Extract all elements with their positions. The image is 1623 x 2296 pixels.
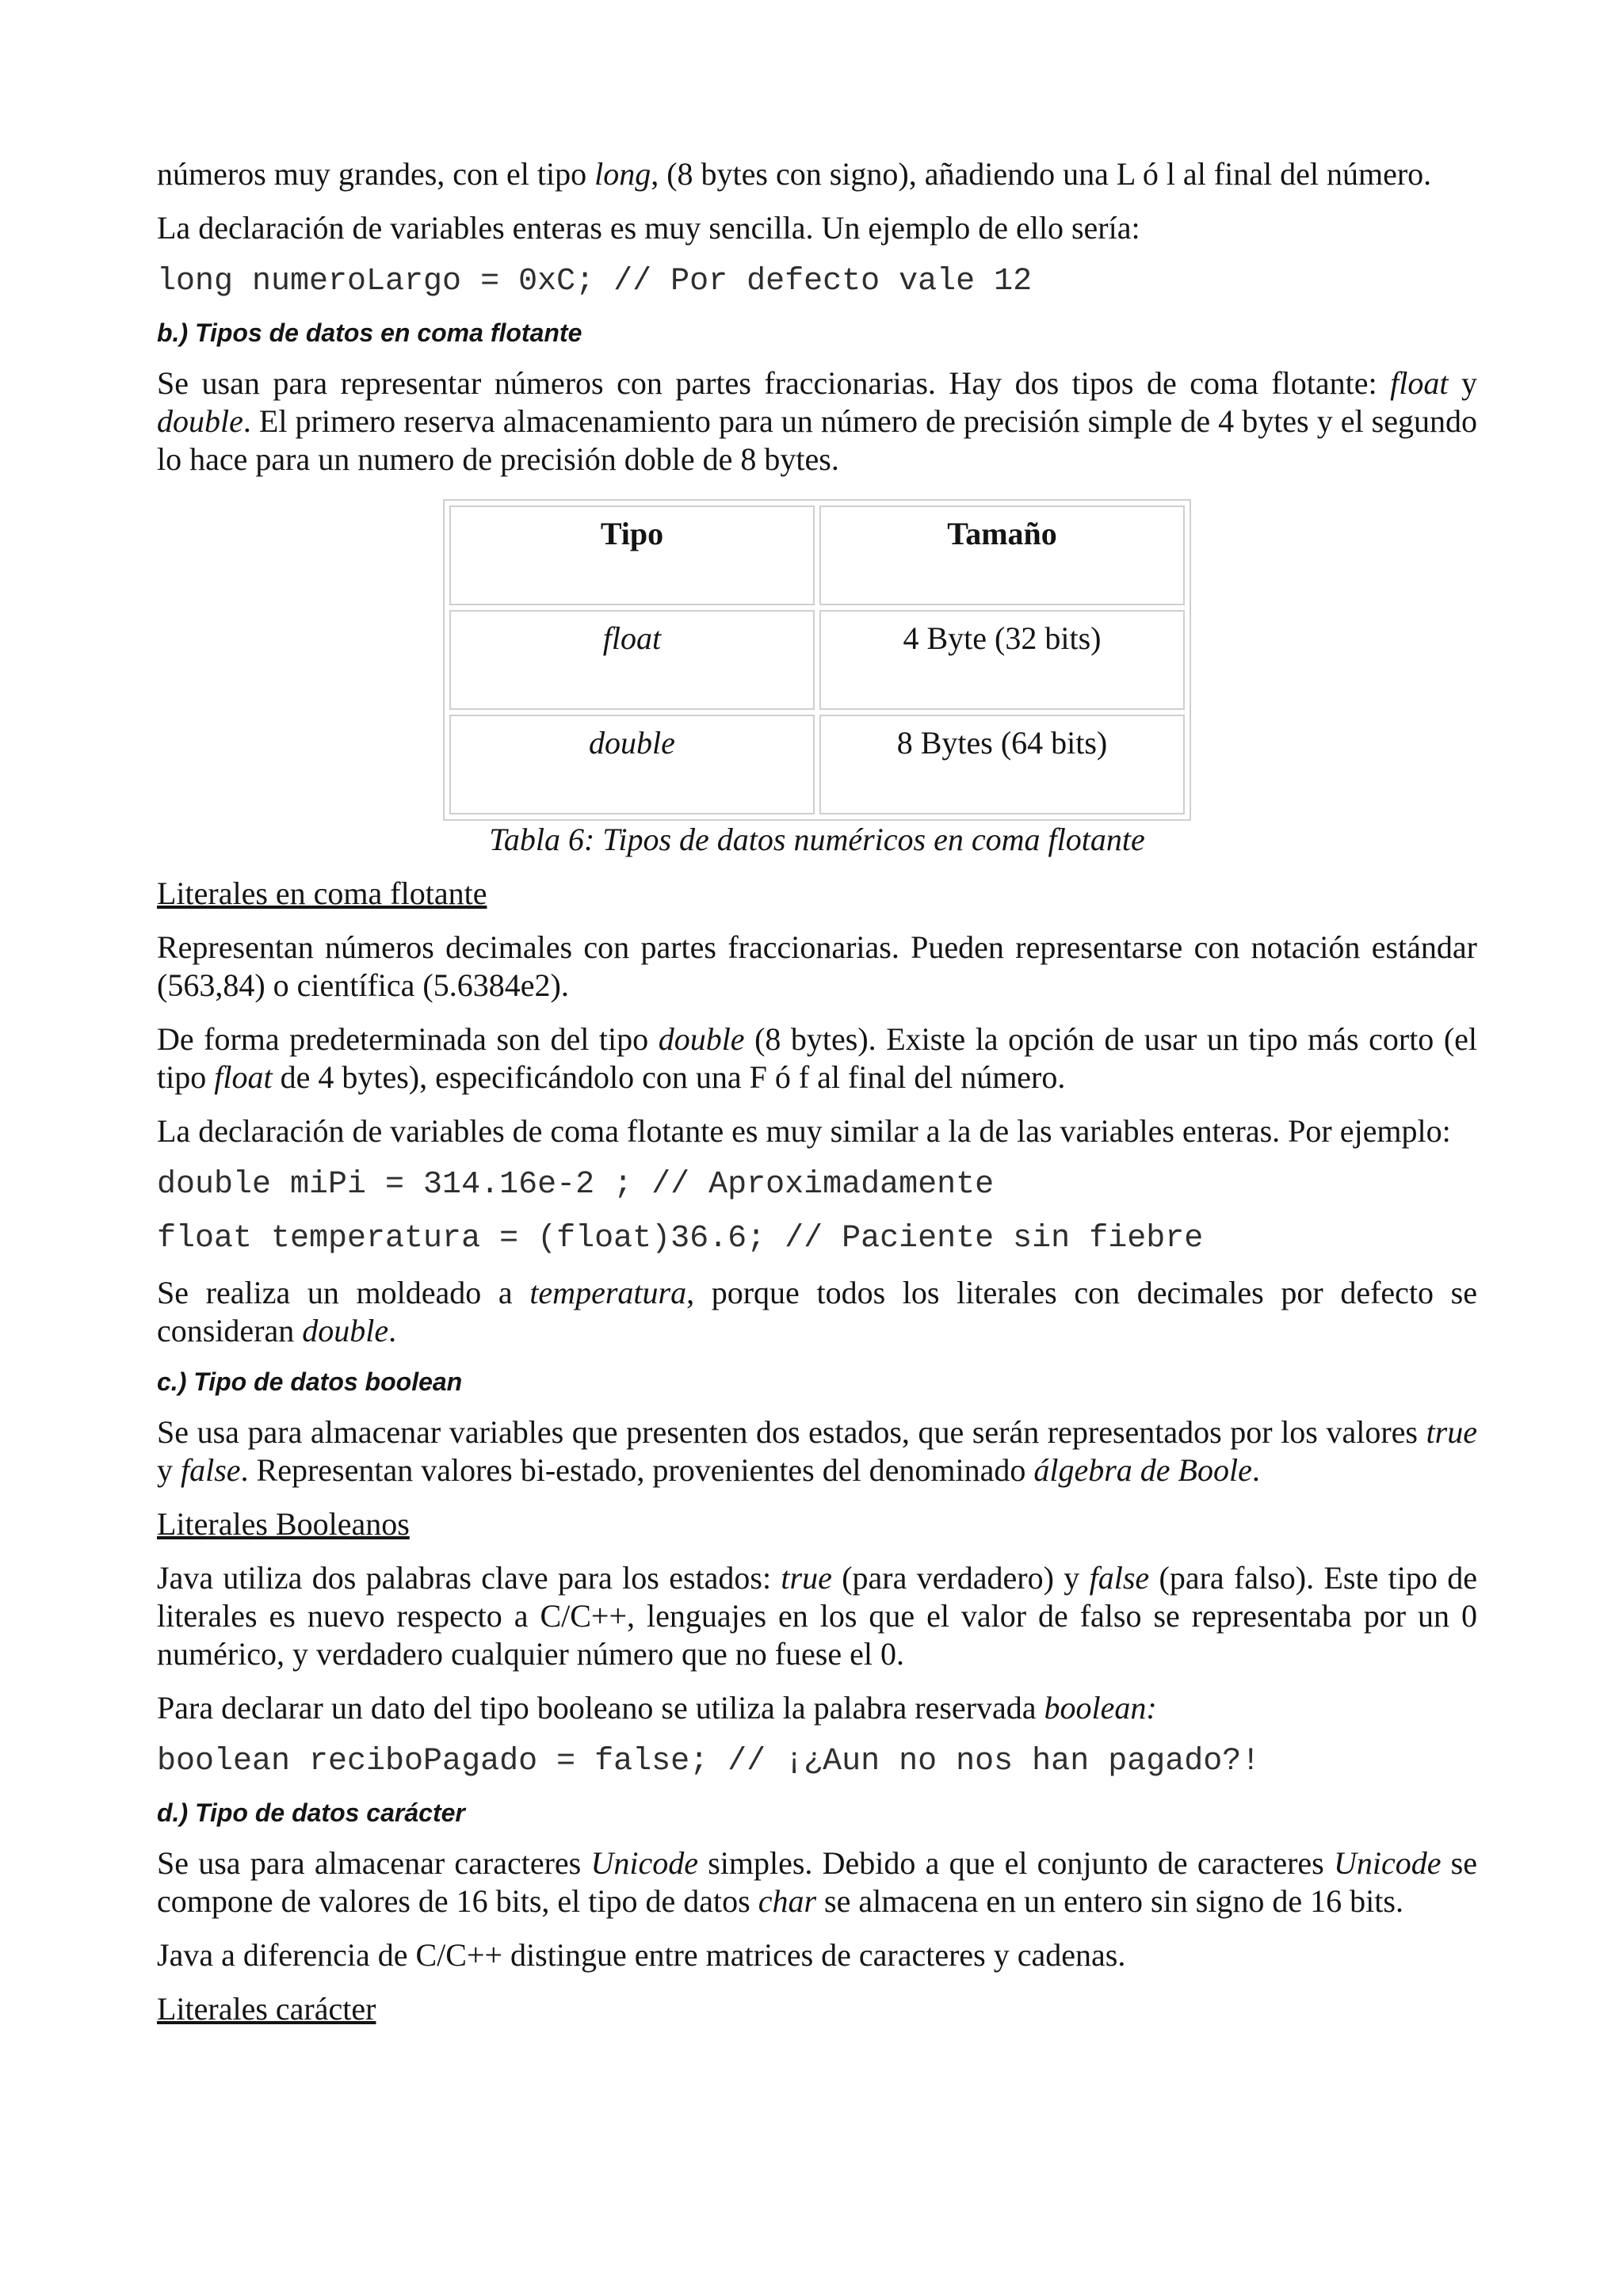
- paragraph-default-double: [157, 1020, 1477, 1097]
- text: se almacena en un entero sin signo de 16 bits.: [816, 1883, 1403, 1919]
- text: y: [157, 1452, 181, 1488]
- keyword-double: double: [302, 1313, 389, 1348]
- keyword-float: float: [214, 1059, 273, 1095]
- table-cell-size: 8 Bytes (64 bits): [819, 715, 1185, 814]
- paragraph-char: [157, 1844, 1477, 1920]
- text: y: [1448, 365, 1478, 401]
- paragraph-cast: [157, 1274, 1477, 1350]
- text: se compone de valores de 16 bits, el tipo de datos: [157, 1845, 1477, 1919]
- paragraph-float-declaration: La declaración de variables de coma flotante es muy similar a la de las variables enteras. Por ejemplo:: [157, 1113, 1451, 1149]
- keyword-false: false: [1089, 1560, 1150, 1596]
- table-row: [449, 715, 1185, 814]
- text: Java utiliza dos palabras clave para los estados:: [157, 1560, 781, 1596]
- heading-boolean: c.) Tipo de datos boolean: [157, 1367, 463, 1396]
- text: .: [1251, 1452, 1260, 1488]
- table-cell-type: float: [449, 610, 815, 710]
- text: Se usa para almacenar variables que presenten dos estados, que serán representados por los valores: [157, 1414, 1426, 1450]
- table-cell-size: 4 Byte (32 bits): [819, 610, 1185, 710]
- float-types-table: [443, 499, 1191, 821]
- document-page: [157, 155, 1477, 2044]
- text: (para verdadero) y: [831, 1560, 1090, 1596]
- keyword-temperatura: temperatura: [529, 1275, 687, 1310]
- paragraph-floating-point: [157, 364, 1477, 479]
- text: (para falso). Este tipo de literales es nuevo respecto a C/C++, lenguajes en los que el valor de falso se representaba por un 0 numérico, y verdadero cualquier número que no fuese el 0.: [157, 1560, 1478, 1672]
- text: (8 bytes). Existe la opción de usar un tipo más corto (el tipo: [157, 1021, 1478, 1095]
- table-header-tipo: Tipo: [449, 505, 815, 605]
- text: , (8 bytes con signo), añadiendo una L ó l al final del número.: [651, 156, 1432, 192]
- keyword-double: double: [658, 1021, 745, 1057]
- table-header-row: [449, 505, 1185, 605]
- table-caption: Tabla 6: Tipos de datos numéricos en coma flotante: [489, 822, 1145, 857]
- text: Se realiza un moldeado a: [157, 1275, 530, 1310]
- code-line-double: double miPi = 314.16e-2 ; // Aproximadamente: [157, 1167, 995, 1203]
- code-line-float: float temperatura = (float)36.6; // Paciente sin fiebre: [157, 1221, 1204, 1257]
- text: . Representan valores bi-estado, provenientes del denominado: [240, 1452, 1034, 1488]
- paragraph-integer-declaration: La declaración de variables enteras es muy sencilla. Un ejemplo de ello sería:: [157, 210, 1140, 246]
- text: .: [388, 1313, 397, 1348]
- text: simples. Debido a que el conjunto de caracteres: [697, 1845, 1334, 1881]
- text: . El primero reserva almacenamiento para un número de precisión simple de 4 bytes y el segundo lo hace para un numero de precisión doble de 8 bytes.: [157, 403, 1477, 477]
- table-row: [449, 610, 1185, 710]
- term-boolean-algebra: álgebra de Boole: [1033, 1452, 1252, 1488]
- text: números muy grandes, con el tipo: [157, 156, 595, 192]
- paragraph-boolean-declaration: [157, 1689, 1477, 1727]
- heading-char: d.) Tipo de datos carácter: [157, 1798, 465, 1827]
- paragraph-long-type: [157, 155, 1477, 193]
- keyword-true: true: [1426, 1414, 1477, 1450]
- paragraph-boolean-literals: [157, 1559, 1477, 1673]
- paragraph-char-strings: Java a diferencia de C/C++ distingue entre matrices de caracteres y cadenas.: [157, 1937, 1126, 1973]
- paragraph-boolean: [157, 1413, 1477, 1489]
- keyword-char: char: [758, 1883, 817, 1919]
- keyword-boolean: boolean:: [1044, 1690, 1157, 1726]
- keyword-double: double: [157, 403, 243, 439]
- table-header-tamano: Tamaño: [819, 505, 1185, 605]
- subheading-char-literals: Literales carácter: [157, 1991, 376, 2027]
- code-line-long: long numeroLargo = 0xC; // Por defecto vale 12: [157, 264, 1033, 299]
- heading-floating-point: b.) Tipos de datos en coma flotante: [157, 318, 582, 347]
- text: , porque todos los literales con decimales por defecto se consideran: [157, 1275, 1477, 1348]
- keyword-unicode: Unicode: [590, 1845, 698, 1881]
- keyword-true: true: [781, 1560, 832, 1596]
- keyword-long: long: [594, 156, 651, 192]
- keyword-unicode: Unicode: [1333, 1845, 1442, 1881]
- text: Se usa para almacenar caracteres: [157, 1845, 591, 1881]
- code-line-boolean: boolean reciboPagado = false; // ¡¿Aun no nos han pagado?!: [157, 1744, 1261, 1779]
- subheading-boolean-literals: Literales Booleanos: [157, 1506, 410, 1542]
- text: De forma predeterminada son del tipo: [157, 1021, 659, 1057]
- table-cell-type: double: [449, 715, 815, 814]
- paragraph-float-literals: Representan números decimales con partes fraccionarias. Pueden representarse con notación estándar (563,84) o científica (5.6384e2).: [157, 929, 1477, 1003]
- keyword-false: false: [181, 1452, 241, 1488]
- text: Para declarar un dato del tipo booleano se utiliza la palabra reservada: [157, 1690, 1044, 1726]
- text: de 4 bytes), especificándolo con una F ó f al final del número.: [272, 1059, 1066, 1095]
- text: Se usan para representar números con partes fraccionarias. Hay dos tipos de coma flotante:: [157, 365, 1391, 401]
- subheading-float-literals: Literales en coma flotante: [157, 875, 487, 911]
- keyword-float: float: [1390, 365, 1449, 401]
